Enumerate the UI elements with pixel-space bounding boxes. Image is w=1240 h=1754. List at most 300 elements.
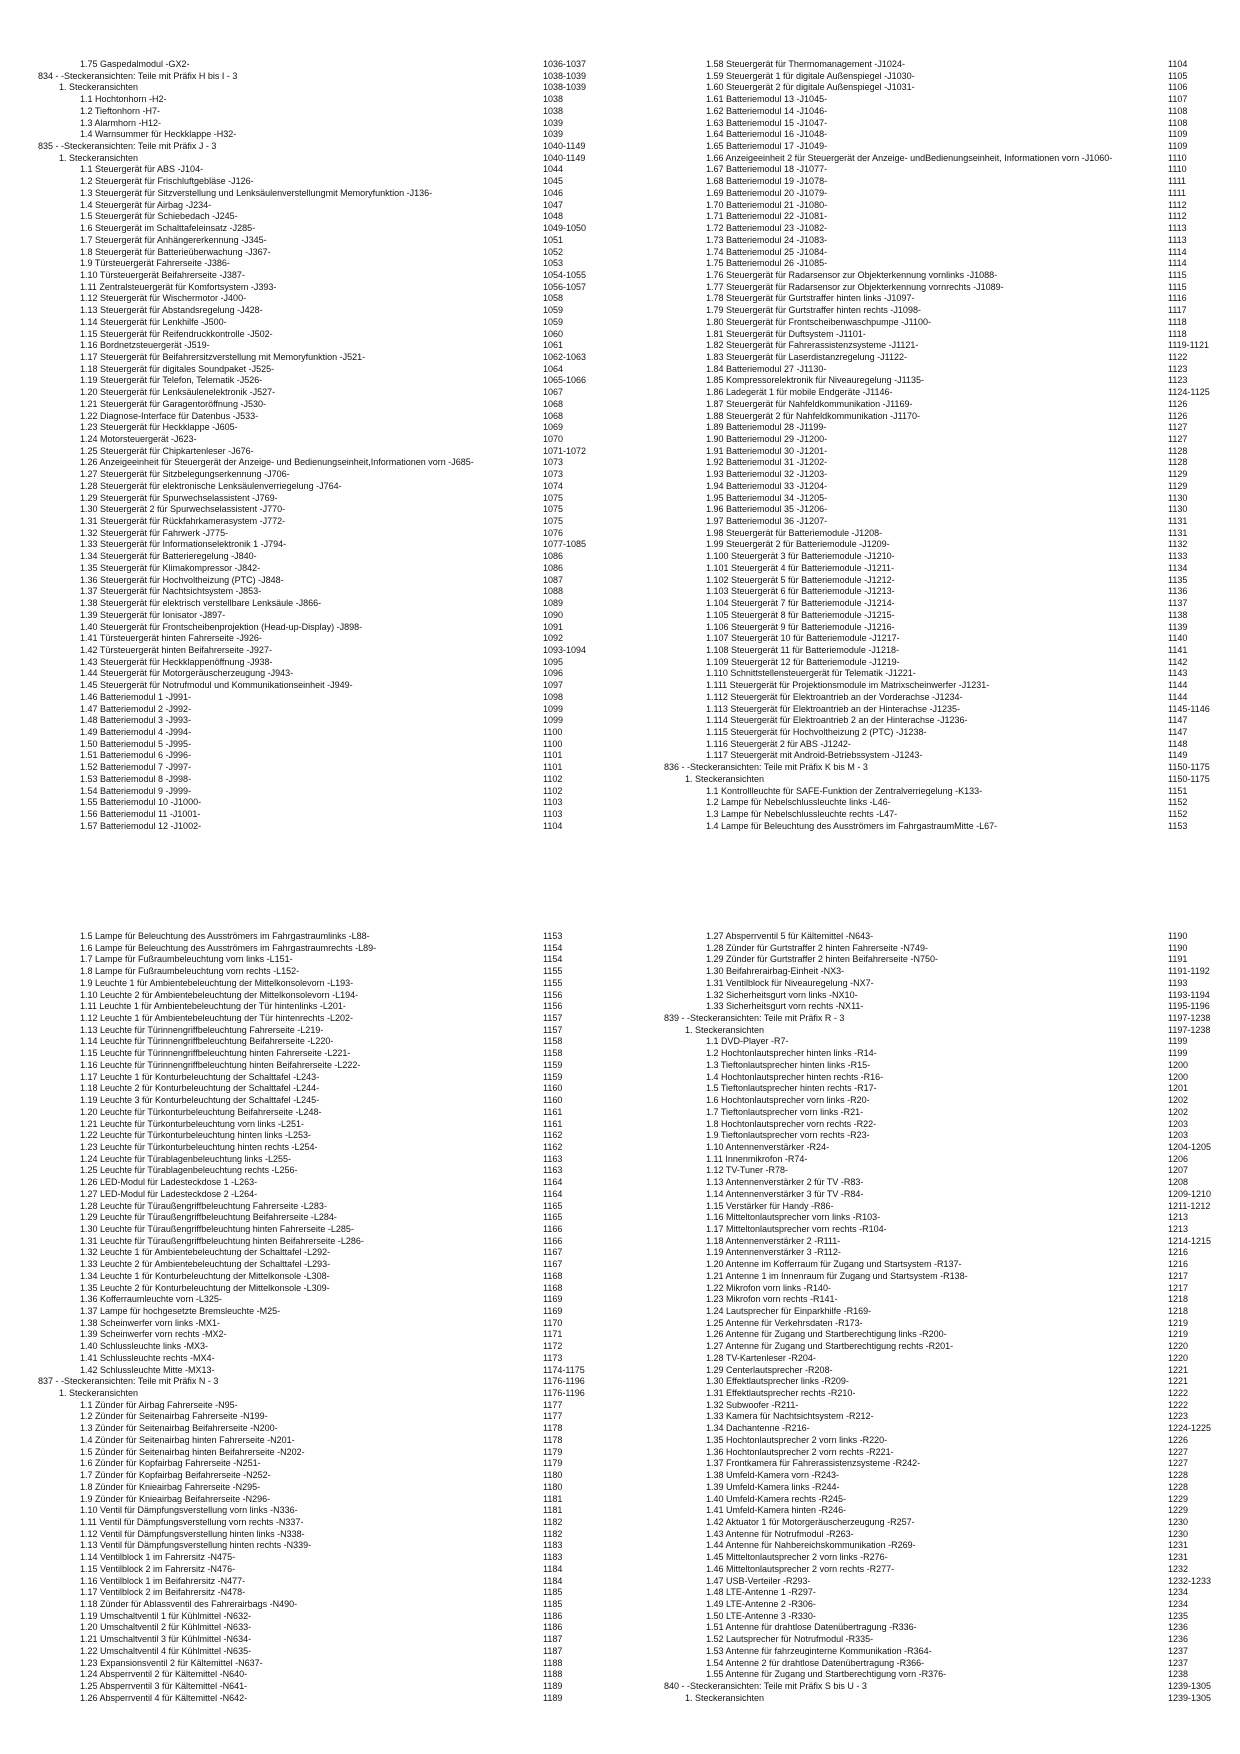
toc-entry-row — [664, 943, 1224, 955]
toc-chapter-row — [38, 71, 598, 83]
toc-entry-row — [38, 1154, 598, 1166]
toc-entry-row — [38, 223, 598, 235]
toc-entry-pages: 1166 — [543, 1223, 563, 1234]
toc-entry-title: 1.87 Steuergerät für Nahfeldkommunikation -J1169- — [706, 398, 913, 409]
toc-entry-row — [664, 1353, 1224, 1365]
toc-entry-row — [38, 966, 598, 978]
toc-entry-pages: 1103 — [543, 797, 563, 808]
toc-column-top-right — [664, 59, 1224, 832]
toc-entry-pages: 1179 — [543, 1446, 563, 1457]
toc-entry-row — [664, 575, 1224, 587]
toc-entry-title: 1.56 Batteriemodul 11 -J1001- — [80, 809, 201, 819]
toc-entry-pages: 1113 — [1168, 234, 1187, 245]
toc-entry-row — [38, 1353, 598, 1365]
toc-entry-title: 1.2 Zünder für Seitenairbag Fahrerseite -N199- — [80, 1411, 268, 1422]
toc-entry-pages: 1165 — [543, 1212, 563, 1223]
toc-entry-row — [664, 598, 1224, 610]
toc-entry-pages: 1138 — [1168, 609, 1188, 620]
toc-entry-row — [664, 270, 1224, 282]
toc-entry-row — [38, 563, 598, 575]
toc-entry-pages: 1075 — [543, 504, 564, 515]
toc-entry-pages: 1133 — [1168, 551, 1188, 562]
toc-entry-row — [38, 1658, 598, 1670]
toc-entry-row — [38, 1576, 598, 1588]
toc-entry-title: 1.26 Absperrventil 4 für Kältemittel -N642- — [80, 1692, 248, 1703]
toc-entry-pages: 1230 — [1168, 1528, 1189, 1539]
toc-entry-title: 1.60 Steuergerät 2 für digitale Außenspiegel -J1031- — [706, 82, 915, 93]
toc-entry-title: 1.39 Umfeld-Kamera links -R244- — [706, 1481, 840, 1492]
toc-entry-pages: 1046 — [543, 187, 564, 198]
toc-entry-title: 840 - -Steckeransichten: Teile mit Präfix S bis U - 3 — [664, 1681, 867, 1691]
toc-entry-title: 1.28 Steuergerät für elektronische Lenksäulenverriegelung -J764- — [80, 480, 342, 491]
toc-entry-pages: 1199 — [1168, 1036, 1188, 1047]
toc-entry-title: 1.47 Batteriemodul 2 -J992- — [80, 703, 192, 714]
toc-entry-title: 1.116 Steuergerät 2 für ABS -J1242- — [706, 738, 851, 749]
toc-entry-title: 1.14 Steuergerät für Lenkhilfe -J500- — [80, 316, 227, 327]
toc-chapter-row — [664, 1681, 1224, 1693]
toc-entry-row — [664, 1376, 1224, 1388]
toc-entry-title: 1.32 Subwoofer -R211- — [706, 1399, 799, 1410]
toc-entry-title: 1.17 Leuchte 1 für Konturbeleuchtung der Schalttafel -L243- — [80, 1071, 320, 1082]
toc-entry-pages: 1109 — [1168, 141, 1188, 152]
toc-entry-row — [38, 329, 598, 341]
toc-entry-pages: 1163 — [543, 1153, 563, 1164]
toc-entry-row — [38, 575, 598, 587]
toc-entry-title: 1.26 Antenne für Zugang und Startberechtigung links -R200- — [706, 1329, 947, 1340]
toc-entry-row — [38, 422, 598, 434]
toc-entry-row — [38, 633, 598, 645]
toc-entry-pages: 1169 — [543, 1306, 563, 1316]
toc-entry-row — [664, 1423, 1224, 1435]
toc-entry-title: 1.10 Ventil für Dämpfungsverstellung vorn links -N336- — [80, 1505, 298, 1516]
toc-entry-row — [664, 633, 1224, 645]
toc-entry-title: 1.8 Lampe für Fußraumbeleuchtung vorn rechts -L152- — [80, 966, 300, 977]
toc-entry-row — [38, 1494, 598, 1506]
toc-entry-row — [38, 1329, 598, 1341]
toc-entry-pages: 1155 — [543, 977, 563, 988]
toc-entry-pages: 1229 — [1168, 1505, 1189, 1516]
toc-entry-row — [664, 1247, 1224, 1259]
toc-entry-title: 1.1 Steuergerät für ABS -J104- — [80, 164, 204, 175]
toc-entry-row — [38, 504, 598, 516]
toc-entry-title: 1.71 Batteriemodul 22 -J1081- — [706, 211, 828, 222]
toc-entry-pages: 1064 — [543, 363, 564, 374]
toc-entry-title: 1.47 USB-Verteiler -R293- — [706, 1575, 811, 1586]
toc-entry-title: 1.62 Batteriemodul 14 -J1046- — [706, 105, 828, 116]
toc-entry-pages: 1074 — [543, 480, 564, 491]
toc-entry-pages: 1118 — [1168, 328, 1187, 339]
toc-entry-title: 1.67 Batteriemodul 18 -J1077- — [706, 164, 828, 175]
toc-entry-title: 1.40 Umfeld-Kamera rechts -R245- — [706, 1493, 847, 1504]
toc-entry-pages: 1114 — [1168, 246, 1187, 257]
toc-entry-row — [664, 1224, 1224, 1236]
toc-entry-title: 1.93 Batteriemodul 32 -J1203- — [706, 469, 828, 480]
toc-entry-row — [38, 469, 598, 481]
toc-entry-row — [38, 1036, 598, 1048]
toc-entry-title: 1.12 Ventil für Dämpfungsverstellung hinten links -N338- — [80, 1528, 305, 1539]
toc-entry-title: 1.7 Steuergerät für Anhängererkennung -J345- — [80, 234, 267, 245]
toc-entry-pages: 1132 — [1168, 539, 1188, 550]
toc-entry-row — [664, 1517, 1224, 1529]
toc-entry-title: 1.55 Antenne für Zugang und Startberechtigung vorn -R376- — [706, 1669, 947, 1680]
toc-entry-title: 1.23 Expansionsventil 2 für Kältemittel -N637- — [80, 1657, 263, 1668]
toc-entry-title: 1.3 Steuergerät für Sitzverstellung und Lenksäulenverstellungmit Memoryfunktion -J136- — [80, 187, 433, 198]
toc-entry-title: 1.30 Beifahrerairbag-Einheit -NX3- — [706, 966, 845, 977]
toc-entry-title: 1.22 Diagnose-Interface für Datenbus -J533- — [80, 410, 259, 421]
toc-entry-title: 1.42 Schlussleuchte Mitte -MX13- — [80, 1364, 215, 1375]
toc-entry-pages: 1103 — [543, 809, 563, 819]
toc-entry-pages: 1091 — [543, 621, 564, 632]
toc-entry-row — [38, 797, 598, 809]
toc-entry-row — [38, 1587, 598, 1599]
toc-entry-row — [664, 1669, 1224, 1681]
toc-entry-row — [38, 586, 598, 598]
toc-entry-row — [664, 504, 1224, 516]
toc-entry-pages: 1222 — [1168, 1399, 1189, 1410]
toc-entry-pages: 1224-1225 — [1168, 1423, 1212, 1434]
toc-entry-row — [38, 954, 598, 966]
toc-entry-title: 1.53 Batteriemodul 8 -J998- — [80, 773, 192, 784]
toc-entry-title: 1.38 Scheinwerfer vorn links -MX1- — [80, 1317, 221, 1328]
toc-entry-pages: 1213 — [1168, 1223, 1189, 1234]
toc-entry-pages: 1200 — [1168, 1059, 1189, 1070]
toc-entry-row — [38, 1634, 598, 1646]
toc-entry-pages: 1111 — [1168, 187, 1187, 198]
toc-entry-title: 1.114 Steuergerät für Elektroantrieb 2 an der Hinterachse -J1236- — [706, 715, 968, 726]
toc-entry-row — [664, 657, 1224, 669]
toc-entry-title: 1.69 Batteriemodul 20 -J1079- — [706, 187, 828, 198]
toc-entry-row — [664, 1400, 1224, 1412]
toc-entry-row — [664, 1564, 1224, 1576]
toc-entry-title: 1.36 Steuergerät für Hochvoltheizung (PTC) -J848- — [80, 574, 284, 585]
toc-entry-title: 1.20 Steuergerät für Lenksäulenelektronik -J527- — [80, 387, 276, 398]
toc-entry-title: 1.49 Batteriemodul 4 -J994- — [80, 726, 192, 737]
toc-entry-row — [664, 1154, 1224, 1166]
toc-entry-row — [664, 1095, 1224, 1107]
toc-entry-row — [38, 1060, 598, 1072]
toc-entry-title: 1.74 Batteriemodul 25 -J1084- — [706, 246, 828, 257]
toc-entry-title: 1.75 Gaspedalmodul -GX2- — [80, 59, 190, 69]
toc-entry-pages: 1122 — [1168, 351, 1188, 362]
toc-entry-row — [664, 1494, 1224, 1506]
toc-entry-title: 1.113 Steuergerät für Elektroantrieb an der Hinterachse -J1235- — [706, 703, 960, 714]
toc-entry-pages: 1221 — [1168, 1364, 1189, 1375]
toc-entry-row — [664, 211, 1224, 223]
toc-entry-row — [38, 164, 598, 176]
toc-entry-pages: 1097 — [543, 680, 564, 691]
toc-entry-row — [38, 1552, 598, 1564]
toc-entry-row — [38, 446, 598, 458]
toc-entry-pages: 1239-1305 — [1168, 1692, 1212, 1703]
toc-entry-title: 1.7 Tieftonlautsprecher vorn links -R21- — [706, 1106, 864, 1117]
toc-entry-row — [38, 387, 598, 399]
toc-entry-pages: 1148 — [1168, 738, 1188, 749]
toc-entry-title: 1.80 Steuergerät für Frontscheibenwaschpumpe -J1100- — [706, 316, 931, 327]
toc-entry-title: 1.37 Lampe für hochgesetzte Bremsleuchte -M25- — [80, 1306, 281, 1316]
toc-entry-row — [38, 1693, 598, 1705]
toc-entry-pages: 1162 — [543, 1141, 563, 1152]
toc-entry-pages: 1227 — [1168, 1458, 1189, 1469]
toc-entry-pages: 1060 — [543, 328, 564, 339]
toc-entry-row — [38, 340, 598, 352]
toc-entry-pages: 1183 — [543, 1540, 563, 1551]
toc-chapter-row — [664, 1013, 1224, 1025]
toc-entry-title: 1.101 Steuergerät 4 für Batteriemodule -J1211- — [706, 562, 894, 573]
toc-entry-pages: 1180 — [543, 1481, 563, 1492]
toc-entry-title: 1.110 Schnittstellensteuergerät für Telematik -J1221- — [706, 668, 916, 679]
toc-entry-title: 1.16 Bordnetzsteuergerät -J519- — [80, 340, 210, 351]
toc-entry-row — [664, 1529, 1224, 1541]
toc-entry-pages: 1095 — [543, 656, 564, 667]
toc-entry-title: 1.88 Steuergerät 2 für Nahfeldkommunikation -J1170- — [706, 410, 920, 421]
toc-entry-pages: 1200 — [1168, 1071, 1189, 1082]
toc-entry-row — [38, 1411, 598, 1423]
toc-entry-row — [664, 340, 1224, 352]
toc-entry-row — [38, 481, 598, 493]
toc-entry-pages: 1056-1057 — [543, 281, 587, 292]
toc-entry-title: 1.41 Türsteuergerät hinten Fahrerseite -J926- — [80, 633, 262, 644]
toc-entry-pages: 1179 — [543, 1458, 563, 1469]
toc-entry-pages: 1204-1205 — [1168, 1141, 1212, 1152]
toc-entry-title: 1.58 Steuergerät für Thermomanagement -J1024- — [706, 59, 905, 69]
toc-entry-title: 1.32 Steuergerät für Fahrwerk -J775- — [80, 527, 229, 538]
toc-entry-pages: 1143 — [1168, 668, 1188, 679]
toc-entry-pages: 1156 — [543, 989, 563, 1000]
toc-entry-pages: 1038-1039 — [543, 70, 587, 81]
toc-entry-pages: 1102 — [543, 773, 563, 784]
toc-entry-title: 1.31 Leuchte für Türaußengriffbeleuchtung hinten Beifahrerseite -L286- — [80, 1235, 364, 1246]
toc-entry-title: 1.46 Batteriemodul 1 -J991- — [80, 691, 192, 702]
toc-entry-row — [38, 1306, 598, 1318]
toc-entry-title: 1.5 Tieftonlautsprecher hinten rechts -R17- — [706, 1083, 877, 1094]
toc-entry-pages: 1131 — [1168, 527, 1188, 538]
toc-entry-title: 1.24 Leuchte für Türablagenbeleuchtung links -L255- — [80, 1153, 291, 1164]
toc-entry-title: 834 - -Steckeransichten: Teile mit Präfix H bis I - 3 — [38, 70, 238, 81]
toc-entry-pages: 1155 — [543, 966, 563, 977]
toc-entry-row — [664, 200, 1224, 212]
toc-entry-pages: 1232-1233 — [1168, 1575, 1212, 1586]
toc-entry-title: 1.22 Leuchte für Türkonturbeleuchtung hinten links -L253- — [80, 1130, 311, 1141]
toc-entry-title: 1.39 Steuergerät für Ionisator -J897- — [80, 609, 226, 620]
toc-entry-row — [38, 1083, 598, 1095]
toc-entry-pages: 1069 — [543, 422, 564, 433]
toc-entry-title: 1.53 Antenne für fahrzeuginterne Kommunikation -R364- — [706, 1645, 932, 1656]
toc-entry-row — [664, 809, 1224, 821]
toc-entry-pages: 1154 — [543, 954, 563, 965]
toc-entry-row — [38, 1072, 598, 1084]
toc-entry-title: 1.5 Lampe für Beleuchtung des Ausströmers im Fahrgastraumlinks -L88- — [80, 931, 370, 941]
toc-entry-row — [38, 411, 598, 423]
toc-entry-title: 1.66 Anzeigeeinheit 2 für Steuergerät der Anzeige- undBedienungseinheit, Informationen vorn -J1060- — [706, 152, 1113, 163]
toc-entry-row — [664, 1646, 1224, 1658]
toc-entry-row — [38, 1400, 598, 1412]
toc-column-bottom-right — [664, 931, 1224, 1704]
toc-entry-title: 1.34 Steuergerät für Batterieregelung -J840- — [80, 551, 257, 562]
toc-entry-pages: 1213 — [1168, 1212, 1189, 1223]
toc-entry-title: 1.19 Leuchte 3 für Konturbeleuchtung der Schalttafel -L245- — [80, 1095, 320, 1106]
toc-entry-pages: 1234 — [1168, 1598, 1189, 1609]
toc-entry-pages: 1130 — [1168, 504, 1188, 515]
toc-entry-pages: 1054-1055 — [543, 269, 587, 280]
toc-entry-title: 1.41 Umfeld-Kamera hinten -R246- — [706, 1505, 847, 1516]
toc-entry-title: 1.6 Lampe für Beleuchtung des Ausströmers im Fahrgastraumrechts -L89- — [80, 942, 377, 953]
toc-entry-title: 1.19 Antennenverstärker 3 -R112- — [706, 1247, 841, 1258]
toc-entry-row — [38, 657, 598, 669]
toc-entry-title: 1.25 Absperrventil 3 für Kältemittel -N641- — [80, 1681, 248, 1691]
toc-chapter-row — [664, 762, 1224, 774]
toc-entry-title: 1.11 Zentralsteuergerät für Komfortsystem -J393- — [80, 281, 277, 292]
toc-entry-row — [664, 551, 1224, 563]
toc-entry-pages: 1190 — [1168, 931, 1188, 941]
toc-entry-pages: 1173 — [543, 1352, 563, 1363]
toc-entry-title: 1.17 Ventilblock 2 im Beifahrersitz -N478- — [80, 1587, 246, 1598]
toc-entry-pages: 1230 — [1168, 1516, 1189, 1527]
toc-entry-row — [664, 1048, 1224, 1060]
toc-entry-row — [38, 1505, 598, 1517]
toc-entry-row — [664, 71, 1224, 83]
toc-entry-title: 1.23 Mikrofon vorn rechts -R141- — [706, 1294, 838, 1305]
toc-entry-row — [38, 1048, 598, 1060]
toc-column-top-left — [38, 59, 598, 832]
toc-entry-pages: 1038 — [543, 94, 564, 105]
toc-entry-pages: 1220 — [1168, 1352, 1189, 1363]
toc-entry-pages: 1234 — [1168, 1587, 1189, 1598]
toc-entry-pages: 1202 — [1168, 1095, 1189, 1106]
toc-entry-pages: 1047 — [543, 199, 564, 210]
toc-entry-pages: 1153 — [543, 931, 563, 941]
toc-entry-pages: 1229 — [1168, 1493, 1189, 1504]
toc-entry-pages: 1220 — [1168, 1341, 1189, 1352]
toc-entry-pages: 1113 — [1168, 223, 1187, 234]
toc-entry-pages: 1223 — [1168, 1411, 1189, 1422]
toc-entry-pages: 1068 — [543, 410, 564, 421]
toc-entry-row — [38, 200, 598, 212]
toc-entry-title: 1.34 Leuchte 1 für Konturbeleuchtung der Mittelkonsole -L308- — [80, 1270, 330, 1281]
toc-entry-pages: 1109 — [1168, 129, 1188, 140]
toc-entry-row — [38, 247, 598, 259]
toc-entry-pages: 1216 — [1168, 1247, 1189, 1258]
toc-entry-row — [38, 1529, 598, 1541]
toc-entry-row — [664, 1236, 1224, 1248]
toc-entry-title: 1.27 Absperrventil 5 für Kältemittel -N643- — [706, 931, 874, 941]
toc-entry-title: 1.19 Umschaltventil 1 für Kühlmittel -N632- — [80, 1610, 252, 1621]
toc-entry-pages: 1188 — [543, 1657, 563, 1668]
toc-entry-title: 1.86 Ladegerät 1 für mobile Endgeräte -J1146- — [706, 387, 893, 398]
toc-entry-pages: 1164 — [543, 1177, 563, 1188]
toc-entry-pages: 1145-1146 — [1168, 703, 1210, 714]
toc-entry-row — [664, 1306, 1224, 1318]
toc-entry-pages: 1219 — [1168, 1329, 1189, 1340]
toc-entry-row — [38, 750, 598, 762]
toc-entry-pages: 1152 — [1168, 797, 1188, 808]
toc-entry-title: 835 - -Steckeransichten: Teile mit Präfix J - 3 — [38, 141, 217, 152]
toc-entry-pages: 1177 — [543, 1399, 563, 1410]
toc-entry-title: 1.40 Steuergerät für Frontscheibenprojektion (Head-up-Display) -J898- — [80, 621, 363, 632]
toc-entry-pages: 1071-1072 — [543, 445, 587, 456]
toc-entry-title: 1.50 Batteriemodul 5 -J995- — [80, 738, 192, 749]
toc-entry-title: 1.68 Batteriemodul 19 -J1078- — [706, 176, 828, 187]
toc-entry-title: 1.51 Antenne für drahtlose Datenübertragung -R336- — [706, 1622, 917, 1633]
toc-entry-pages: 1039 — [543, 129, 564, 140]
toc-entry-row — [664, 118, 1224, 130]
toc-entry-row — [38, 516, 598, 528]
toc-entry-pages: 1184 — [543, 1575, 563, 1586]
toc-entry-title: 1.34 Dachantenne -R216- — [706, 1423, 810, 1434]
toc-entry-row — [38, 943, 598, 955]
toc-entry-title: 1.23 Steuergerät für Heckklappe -J605- — [80, 422, 238, 433]
toc-entry-title: 1.32 Sicherheitsgurt vorn links -NX10- — [706, 989, 858, 1000]
toc-entry-row — [38, 762, 598, 774]
toc-entry-row — [664, 387, 1224, 399]
toc-entry-title: 1.41 Schlussleuchte rechts -MX4- — [80, 1352, 215, 1363]
toc-entry-title: 1. Steckeransichten — [59, 1388, 139, 1399]
toc-entry-pages: 1045 — [543, 176, 564, 187]
toc-entry-row — [664, 645, 1224, 657]
toc-entry-pages: 1227 — [1168, 1446, 1189, 1457]
toc-entry-title: 1.45 Steuergerät für Notrufmodul und Kommunikationseinheit -J949- — [80, 680, 353, 691]
toc-entry-title: 1.13 Steuergerät für Abstandsregelung -J428- — [80, 305, 263, 316]
toc-entry-row — [38, 1212, 598, 1224]
toc-entry-row — [664, 1576, 1224, 1588]
toc-entry-pages: 1172 — [543, 1341, 563, 1352]
toc-entry-title: 1.52 Batteriemodul 7 -J997- — [80, 762, 192, 773]
toc-entry-pages: 1052 — [543, 246, 564, 257]
toc-entry-title: 1.21 Leuchte für Türkonturbeleuchtung vorn links -L251- — [80, 1118, 304, 1129]
toc-entry-pages: 1180 — [543, 1470, 563, 1481]
toc-entry-pages: 1059 — [543, 305, 564, 316]
toc-entry-title: 1.45 Mitteltonlautsprecher 2 vorn links -R276- — [706, 1552, 888, 1563]
toc-entry-title: 1.76 Steuergerät für Radarsensor zur Objekterkennung vornlinks -J1088- — [706, 269, 998, 280]
toc-entry-title: 1.24 Lautsprecher für Einparkhilfe -R169- — [706, 1306, 872, 1316]
toc-entry-pages: 1147 — [1168, 726, 1188, 737]
toc-entry-row — [664, 422, 1224, 434]
toc-entry-pages: 1127 — [1168, 434, 1188, 444]
toc-entry-pages: 1068 — [543, 398, 564, 409]
toc-entry-pages: 1182 — [543, 1528, 563, 1539]
toc-entry-title: 1.36 Kofferraumleuchte vorn -L325- — [80, 1294, 222, 1305]
toc-entry-title: 1.25 Antenne für Verkehrsdaten -R173- — [706, 1317, 863, 1328]
toc-entry-row — [664, 258, 1224, 270]
toc-entry-row — [38, 809, 598, 821]
toc-entry-row — [664, 434, 1224, 446]
toc-entry-row — [38, 1318, 598, 1330]
toc-entry-title: 1.1 Hochtonhorn -H2- — [80, 94, 167, 105]
toc-entry-pages: 1239-1305 — [1168, 1681, 1212, 1691]
toc-entry-row — [38, 1341, 598, 1353]
toc-entry-row — [664, 493, 1224, 505]
toc-entry-pages: 1217 — [1168, 1282, 1189, 1293]
toc-entry-pages: 1185 — [543, 1587, 563, 1598]
toc-entry-title: 1.13 Antennenverstärker 2 für TV -R83- — [706, 1177, 864, 1188]
toc-entry-title: 1.4 Hochtonlautsprecher hinten rechts -R16- — [706, 1071, 884, 1082]
toc-entry-title: 1. Steckeransichten — [685, 773, 765, 784]
toc-entry-row — [664, 1259, 1224, 1271]
toc-entry-pages: 1161 — [543, 1118, 563, 1129]
toc-entry-title: 1.6 Steuergerät im Schalttafeleinsatz -J285- — [80, 223, 256, 234]
toc-entry-pages: 1108 — [1168, 117, 1188, 128]
toc-entry-title: 1.9 Zünder für Knieairbag Beifahrerseite -N296- — [80, 1493, 271, 1504]
toc-entry-title: 1.14 Ventilblock 1 im Fahrersitz -N475- — [80, 1552, 236, 1563]
toc-entry-title: 1.48 Batteriemodul 3 -J993- — [80, 715, 192, 726]
toc-entry-title: 1. Steckeransichten — [59, 152, 139, 163]
toc-entry-pages: 1073 — [543, 469, 564, 480]
toc-entry-title: 1.13 Leuchte für Türinnengriffbeleuchtung Fahrerseite -L219- — [80, 1024, 324, 1035]
toc-entry-row — [38, 258, 598, 270]
toc-entry-row — [664, 1505, 1224, 1517]
toc-entry-row — [38, 1025, 598, 1037]
toc-entry-pages: 1101 — [543, 762, 563, 773]
toc-entry-pages: 1088 — [543, 586, 564, 597]
